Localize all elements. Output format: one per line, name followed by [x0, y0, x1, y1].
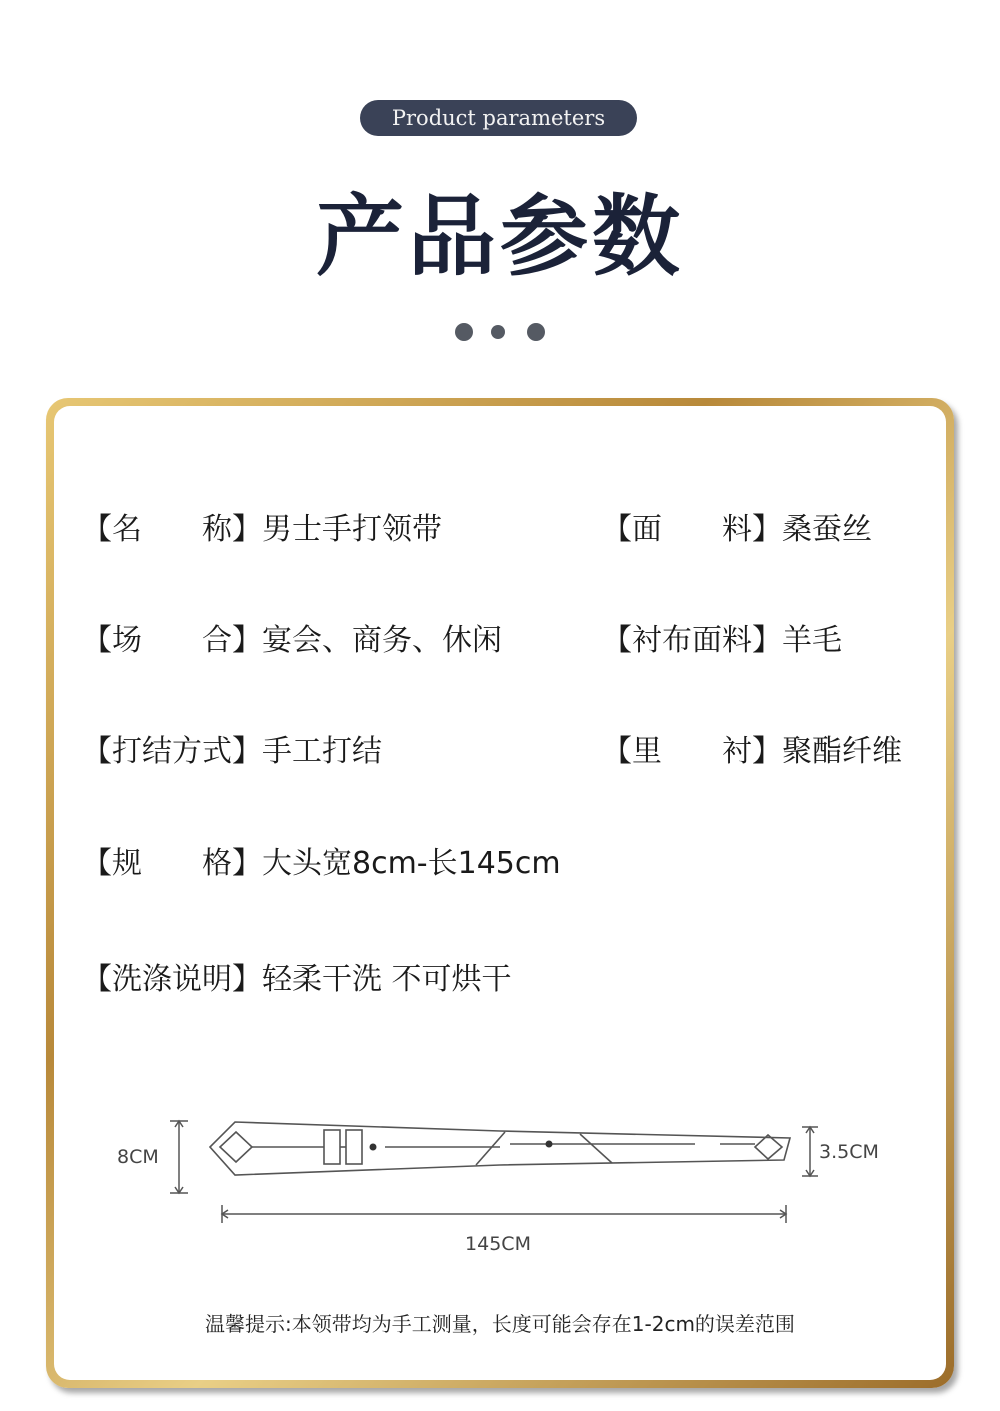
length-dimension: [222, 1205, 786, 1223]
dot-icon: [491, 325, 505, 339]
param-value: 大头宽8cm-长145cm: [262, 846, 561, 881]
param-label: 【打结方式】: [82, 734, 262, 769]
param-name: [82, 510, 442, 550]
param-label: 【里 衬】: [602, 734, 782, 769]
narrow-width-label: 3.5CM: [819, 1141, 879, 1163]
param-label: 【衬布面料】: [602, 623, 782, 658]
param-knot-method: [82, 732, 382, 772]
decorative-dots: [455, 323, 545, 341]
param-occasion: [82, 621, 502, 661]
param-label: 【名 称】: [82, 512, 262, 547]
param-value: 宴会、商务、休闲: [262, 623, 502, 658]
param-inner-lining: [602, 732, 902, 772]
tie-stitch-dot: [546, 1141, 553, 1148]
dot-icon: [527, 323, 545, 341]
param-label: 【规 格】: [82, 846, 262, 881]
param-label: 【场 合】: [82, 623, 262, 658]
length-label: 145CM: [465, 1233, 531, 1255]
narrow-end-dimension: [802, 1127, 818, 1176]
param-fabric: [602, 510, 872, 550]
param-lining-fabric: [602, 621, 842, 661]
tie-outline: [210, 1122, 790, 1175]
measurement-note: 温馨提示:本领带均为手工测量，长度可能会存在1-2cm的误差范围: [205, 1312, 795, 1336]
param-value: 羊毛: [782, 623, 842, 658]
param-washing: [82, 960, 512, 1000]
tie-dimension-diagram: [100, 1100, 900, 1270]
param-label: 【面 料】: [602, 512, 782, 547]
param-value: 桑蚕丝: [782, 512, 872, 547]
wide-width-label: 8CM: [117, 1146, 159, 1168]
param-value: 男士手打领带: [262, 512, 442, 547]
param-value: 手工打结: [262, 734, 382, 769]
param-value: 聚酯纤维: [782, 734, 902, 769]
param-label: 【洗涤说明】: [82, 962, 262, 997]
product-parameters-pill: Product parameters: [360, 100, 637, 136]
dot-icon: [455, 323, 473, 341]
wide-end-dimension: [170, 1121, 188, 1193]
param-value: 轻柔干洗 不可烘干: [262, 962, 512, 997]
page-title: 产品参数: [315, 185, 684, 288]
param-spec: [82, 844, 561, 884]
tie-stitch-dot: [370, 1144, 377, 1151]
